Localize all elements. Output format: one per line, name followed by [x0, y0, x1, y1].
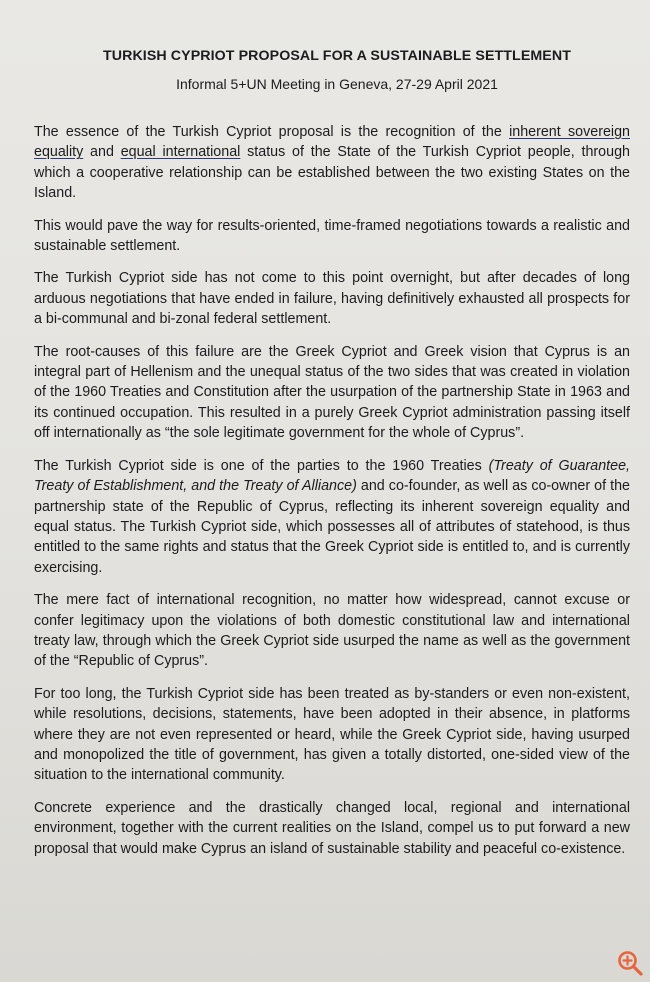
paragraph-3: The Turkish Cypriot side has not come to this point overnight, but after decades of long arduous negotiations that have ended in failure, having definitively exhausted all prospects for a bi-communal and bi-zonal federal settlement. [34, 270, 630, 328]
treaties-list: (Treaty of Guarantee, Treaty of Establishment, and the Treaty of Alliance) [34, 457, 630, 495]
paragraph-5: The Turkish Cypriot side is one of the parties to the 1960 Treaties (Treaty of Guarantee, Treaty of Establishment, and the Treaty of Alliance) and co-founder, as well as co-owner of the partnership state of the Republic of Cyprus, reflecting its inherent sovereign equality and equal status. The Turkish Cypriot side, which possesses all of attributes of statehood, is thus entitled to the same rights and status that the Greek Cypriot side is entitled to, and is currently exercising. [34, 457, 631, 576]
document-title: TURKISH CYPRIOT PROPOSAL FOR A SUSTAINABLE SETTLEMENT [103, 48, 571, 64]
zoom-in-icon[interactable] [616, 949, 644, 977]
paragraph-4: The root-causes of this failure are the Greek Cypriot and Greek vision that Cyprus is an integral part of Hellenism and the unequal status of the two sides that was created in violation of the 1960 Treaties and Constitution after the usurpation of the partnership State in 1963 and its continued occupation. This resulted in a purely Greek Cypriot administration passing itself off internationally as “the sole legitimate government for the whole of Cyprus”. [34, 343, 630, 442]
paragraph-7: For too long, the Turkish Cypriot side has been treated as by-standers or even non-existent, while resolutions, decisions, statements, have been adopted in their absence, in platforms where they are not even represented or heard, while the Greek Cypriot side, having usurped and monopolized the title of government, has given a totally distorted, one-sided view of the situation to the international community. [34, 685, 630, 784]
underlined-phrase: inherent sovereign equality [34, 124, 630, 161]
underlined-phrase: equal international [120, 144, 241, 161]
paragraph-2: This would pave the way for results-oriented, time-framed negotiations towards a realistic and sustainable settlement. [34, 217, 630, 255]
paragraph-8: Concrete experience and the drastically changed local, regional and international environment, together with the current realities on the Island, compel us to put forward a new proposal that would make Cyprus an island of sustainable stability and peaceful co-existence. [34, 799, 630, 857]
document-subtitle: Informal 5+UN Meeting in Geneva, 27-29 April 2021 [176, 76, 498, 92]
paragraph-1: The essence of the Turkish Cypriot proposal is the recognition of the inherent sovereign equality and equal international status of the State of the Turkish Cypriot people, through which a cooperative relationship can be established between the two existing States on the Island. [34, 124, 630, 202]
document-body [34, 122, 630, 859]
paragraph-6: The mere fact of international recognition, no matter how widespread, cannot excuse or confer legitimacy upon the violations of both domestic constitutional law and international treaty law, through which the Greek Cypriot side usurped the name as well as the government of the “Republic of Cyprus”. [34, 592, 630, 670]
